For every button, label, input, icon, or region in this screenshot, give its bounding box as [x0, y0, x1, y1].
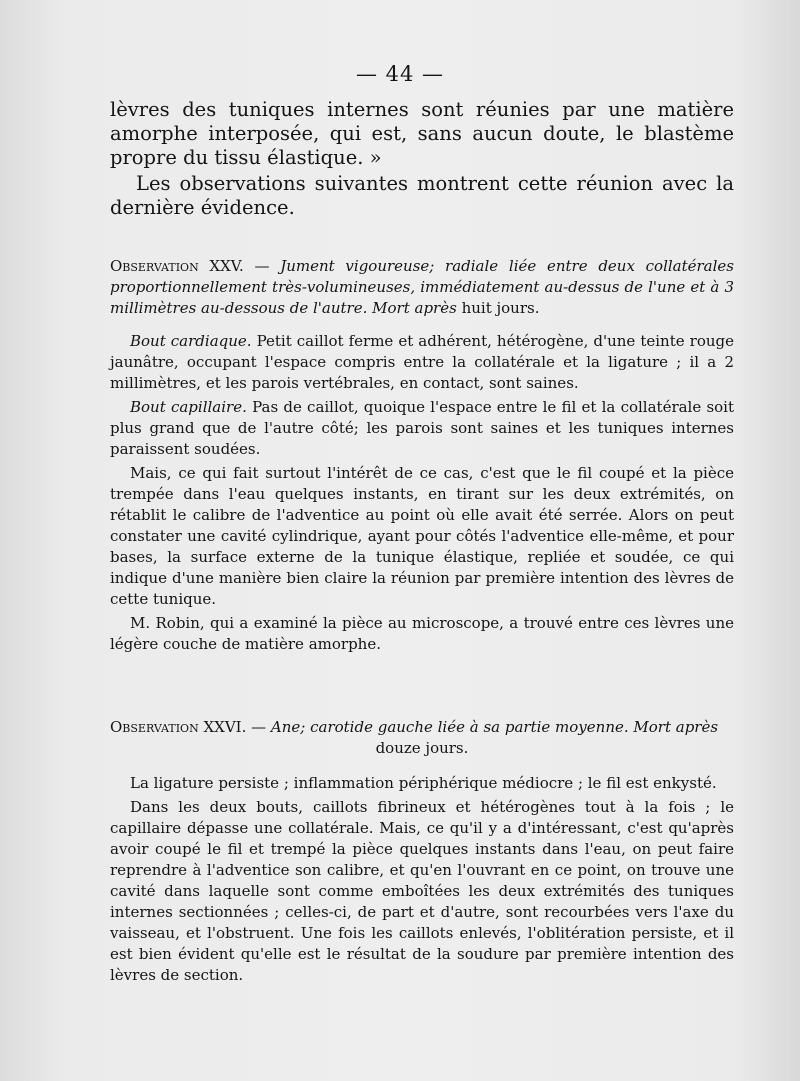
- observation-26-title-end: douze jours.: [375, 739, 469, 757]
- page-number: — 44 —: [355, 62, 445, 86]
- observation-25-paragraph-2: [110, 397, 734, 460]
- observation-25-heading: [110, 256, 734, 319]
- intro-paragraph-1: lèvres des tuniques internes sont réunies par une matière amorphe interposée, qui est, sans aucun doute, le blastème propre du tissu élastique. »: [110, 98, 734, 169]
- observation-25-label: Observation XXV. —: [110, 257, 270, 275]
- observation-25-title-end: huit jours.: [461, 299, 540, 317]
- observation-25-paragraph-3: Mais, ce qui fait surtout l'intérêt de ce cas, c'est que le fil coupé et la pièce trempée dans l'eau quelques instants, en tirant sur les deux extrémités, on rétablit le calibre de l'adventice au point où elle avait été serrée. Alors on peut constater une cavité cylindrique, ayant pour côtés l'adventice elle-même, et pour bases, la surface externe de la tunique élastique, repliée et soudée, ce qui indique d'une manière bien claire la réunion par première intention des lèvres de cette tunique.: [110, 464, 734, 608]
- observation-25-paragraph-2-text: Pas de caillot, quoique l'espace entre le fil et la collatérale soit plus grand que de l'autre côté; les parois sont saines et les tuniques internes paraissent soudées.: [110, 398, 734, 458]
- bout-capillaire-label: Bout capillaire.: [130, 398, 247, 416]
- intro-section: [110, 98, 734, 220]
- observation-26-title: Ane; carotide gauche liée à sa partie moyenne. Mort après: [270, 718, 719, 736]
- bout-cardiaque-label: Bout cardiaque.: [130, 332, 252, 350]
- observation-25-paragraph-1: [110, 331, 734, 394]
- observation-25-title: Jument vigoureuse; radiale liée entre deux collatérales proportionnellement très-volumineuses, immédiatement au-dessus de l'une et à 3 millimètres au-dessous de l'autre. Mort après: [110, 257, 734, 317]
- intro-paragraph-2: Les observations suivantes montrent cette réunion avec la dernière évidence.: [110, 172, 734, 219]
- observation-26-heading: [110, 717, 734, 759]
- observation-25: [110, 256, 734, 655]
- observation-26-paragraph-1: La ligature persiste ; inflammation périphérique médiocre ; le fil est enkysté.: [130, 774, 717, 792]
- observation-26: [110, 717, 734, 986]
- observation-26-paragraph-2: Dans les deux bouts, caillots fibrineux et hétérogènes tout à la fois ; le capillaire dépasse une collatérale. Mais, ce qu'il y a d'intéressant, c'est qu'après avoir coupé le fil et trempé la pièce quelques instants dans l'eau, on peut faire reprendre à l'adventice son calibre, et qu'en l'ouvrant en ce point, on trouve une cavité dans laquelle sont comme emboîtées les deux extrémités des tuniques internes sectionnées ; celles-ci, de part et d'autre, sont recourbées vers l'axe du vaisseau, et l'obstruent. Une fois les caillots enlevés, l'oblitération persiste, et il est bien évident qu'elle est le résultat de la soudure par première intention des lèvres de section.: [110, 798, 734, 984]
- observation-25-paragraph-4: M. Robin, qui a examiné la pièce au microscope, a trouvé entre ces lèvres une légère couche de matière amorphe.: [110, 614, 734, 653]
- observation-25-paragraph-1-text: Petit caillot ferme et adhérent, hétérogène, d'une teinte rouge jaunâtre, occupant l'espace compris entre la collatérale et la ligature ; il a 2 millimètres, et les parois vertébrales, en contact, sont saines.: [110, 332, 734, 392]
- observation-26-label: Observation XXVI. —: [110, 718, 267, 736]
